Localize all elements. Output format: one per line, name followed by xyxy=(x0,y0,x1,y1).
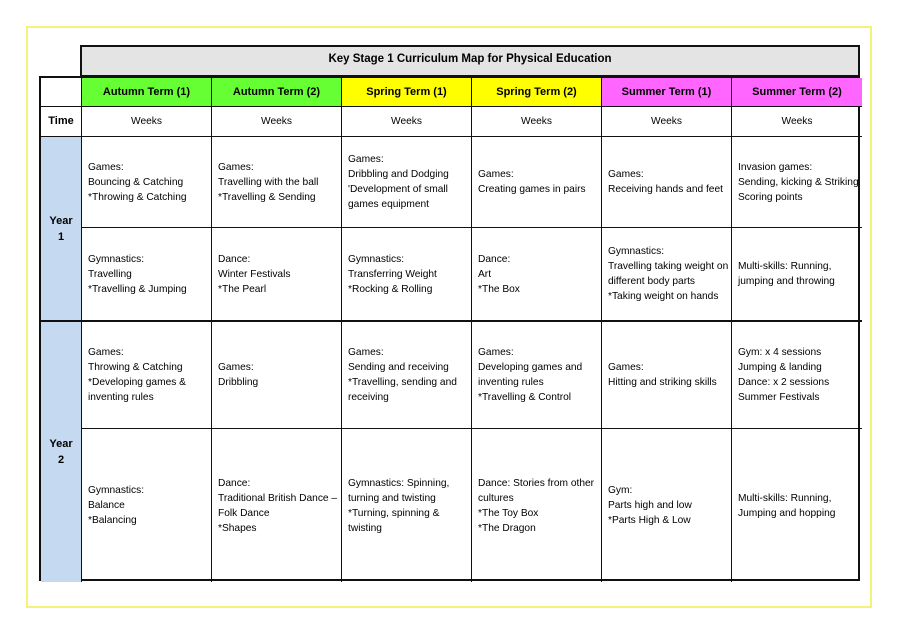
activity-cell xyxy=(602,322,732,429)
cell-line: *Balancing xyxy=(88,515,137,526)
cell-line: Dance: xyxy=(218,253,251,265)
cell-line: Gymnastics: xyxy=(608,246,665,257)
cell-line: Scoring points xyxy=(738,191,803,203)
activity-cell xyxy=(212,429,342,582)
cell-line: Gymnastics: xyxy=(88,485,145,496)
weeks-label: Weeks xyxy=(82,107,212,137)
cell-line: *The Toy Box xyxy=(478,507,539,519)
cell-line: *Travelling & Control xyxy=(478,392,572,403)
cell-line: Games: xyxy=(478,169,514,180)
cell-line: *Shapes xyxy=(218,522,257,534)
cell-line: Multi-skills: Running, xyxy=(738,492,832,504)
cell-line: Traditional British Dance – xyxy=(218,492,338,504)
cell-line: *Travelling & Jumping xyxy=(88,283,187,295)
cell-line: Art xyxy=(478,268,492,280)
cell-line: Games: xyxy=(218,362,254,373)
weeks-label: Weeks xyxy=(472,107,602,137)
activity-cell xyxy=(82,228,212,322)
cell-line: Jumping and hopping xyxy=(738,507,836,519)
activity-cell xyxy=(212,322,342,429)
activity-cell xyxy=(342,429,472,582)
weeks-label: Weeks xyxy=(732,107,862,137)
cell-line: *Taking weight on hands xyxy=(608,291,719,302)
cell-line: Throwing & Catching xyxy=(88,362,183,373)
curriculum-table xyxy=(39,76,860,581)
cell-line: Jumping & landing xyxy=(738,362,822,373)
cell-line: 2 xyxy=(57,454,65,466)
cell-line: jumping and throwing xyxy=(738,276,835,287)
term-header: Spring Term (2) xyxy=(472,78,602,107)
cell-line: inventing rules xyxy=(88,392,154,403)
cell-line: Dribbling xyxy=(218,377,259,388)
cell-line: *The Box xyxy=(478,283,520,295)
activity-cell xyxy=(82,322,212,429)
cell-line: Winter Festivals xyxy=(218,268,291,280)
cell-line: Receiving hands and feet xyxy=(608,184,723,195)
term-header: Spring Term (1) xyxy=(342,78,472,107)
cell-line: Gymnastics: xyxy=(88,253,145,265)
cell-line: Gymnastics: xyxy=(348,253,405,265)
cell-line: Dance: x 2 sessions xyxy=(738,377,830,388)
activity-cell xyxy=(212,137,342,228)
year-label xyxy=(41,137,82,322)
year-label xyxy=(41,322,82,582)
cell-line: cultures xyxy=(478,492,514,504)
cell-line: Dance: Stories from other xyxy=(478,477,595,489)
cell-line: Dance: xyxy=(218,477,251,489)
term-header: Summer Term (2) xyxy=(732,78,862,107)
term-header: Autumn Term (1) xyxy=(82,78,212,107)
cell-line: Games: xyxy=(608,169,644,180)
cell-line: Games: xyxy=(218,161,254,173)
term-header: Autumn Term (2) xyxy=(212,78,342,107)
cell-line: Dribbling and Dodging xyxy=(348,169,449,180)
cell-line: Multi-skills: Running, xyxy=(738,261,832,272)
cell-line: Games: xyxy=(478,347,514,358)
time-header: Time xyxy=(41,107,82,137)
activity-cell xyxy=(472,228,602,322)
cell-line: *The Pearl xyxy=(218,283,267,295)
cell-line: Parts high and low xyxy=(608,500,692,511)
cell-line: Bouncing & Catching xyxy=(88,176,184,188)
cell-line: Dance: xyxy=(478,253,511,265)
cell-line: *Rocking & Rolling xyxy=(348,283,433,295)
activity-cell xyxy=(472,429,602,582)
cell-line: Balance xyxy=(88,500,125,511)
cell-line: Hitting and striking skills xyxy=(608,377,717,388)
activity-cell xyxy=(732,137,862,228)
activity-cell xyxy=(212,228,342,322)
activity-cell xyxy=(472,322,602,429)
cell-line: twisting xyxy=(348,522,382,534)
blank-corner xyxy=(41,78,82,107)
cell-line: Summer Festivals xyxy=(738,392,820,403)
cell-line: *The Dragon xyxy=(478,522,536,534)
cell-line: 'Development of small xyxy=(348,184,448,195)
weeks-label: Weeks xyxy=(342,107,472,137)
cell-line: Games: xyxy=(348,154,384,165)
cell-line: Gymnastics: Spinning, xyxy=(348,477,450,489)
cell-line: Travelling taking weight on xyxy=(608,261,729,272)
cell-line: games equipment xyxy=(348,199,429,210)
weeks-label: Weeks xyxy=(212,107,342,137)
cell-line: Year xyxy=(49,438,73,450)
cell-line: Creating games in pairs xyxy=(478,184,586,195)
cell-line: Gym: xyxy=(608,485,633,496)
activity-cell xyxy=(732,429,862,582)
cell-line: Developing games and xyxy=(478,362,583,373)
activity-cell xyxy=(82,137,212,228)
cell-line: Folk Dance xyxy=(218,507,270,519)
cell-line: inventing rules xyxy=(478,377,544,388)
weeks-label: Weeks xyxy=(602,107,732,137)
activity-cell xyxy=(602,429,732,582)
cell-line: Sending and receiving xyxy=(348,362,449,373)
page-title: Key Stage 1 Curriculum Map for Physical Education xyxy=(80,45,860,76)
activity-cell xyxy=(732,322,862,429)
activity-cell xyxy=(342,137,472,228)
cell-line: Games: xyxy=(608,362,644,373)
cell-line: Sending, kicking & Striking xyxy=(738,176,859,188)
cell-line: Travelling with the ball xyxy=(218,176,319,188)
cell-line: *Developing games & xyxy=(88,377,186,388)
cell-line: *Turning, spinning & xyxy=(348,507,440,519)
cell-line: Invasion games: xyxy=(738,161,813,173)
cell-line: *Parts High & Low xyxy=(608,515,691,526)
activity-cell xyxy=(342,228,472,322)
cell-line: different body parts xyxy=(608,276,696,287)
cell-line: Games: xyxy=(88,347,124,358)
cell-line: Year xyxy=(49,214,73,227)
term-header: Summer Term (1) xyxy=(602,78,732,107)
cell-line: receiving xyxy=(348,392,389,403)
activity-cell xyxy=(472,137,602,228)
cell-line: Travelling xyxy=(88,268,132,280)
cell-line: 1 xyxy=(57,230,65,243)
activity-cell xyxy=(602,137,732,228)
activity-cell xyxy=(732,228,862,322)
activity-cell xyxy=(82,429,212,582)
cell-line: *Travelling, sending and xyxy=(348,377,457,388)
activity-cell xyxy=(602,228,732,322)
cell-line: *Throwing & Catching xyxy=(88,191,187,203)
cell-line: Gym: x 4 sessions xyxy=(738,347,822,358)
cell-line: *Travelling & Sending xyxy=(218,191,316,203)
activity-cell xyxy=(342,322,472,429)
cell-line: turning and twisting xyxy=(348,492,436,504)
cell-line: Games: xyxy=(88,161,124,173)
cell-line: Transferring Weight xyxy=(348,268,437,280)
cell-line: Games: xyxy=(348,347,384,358)
